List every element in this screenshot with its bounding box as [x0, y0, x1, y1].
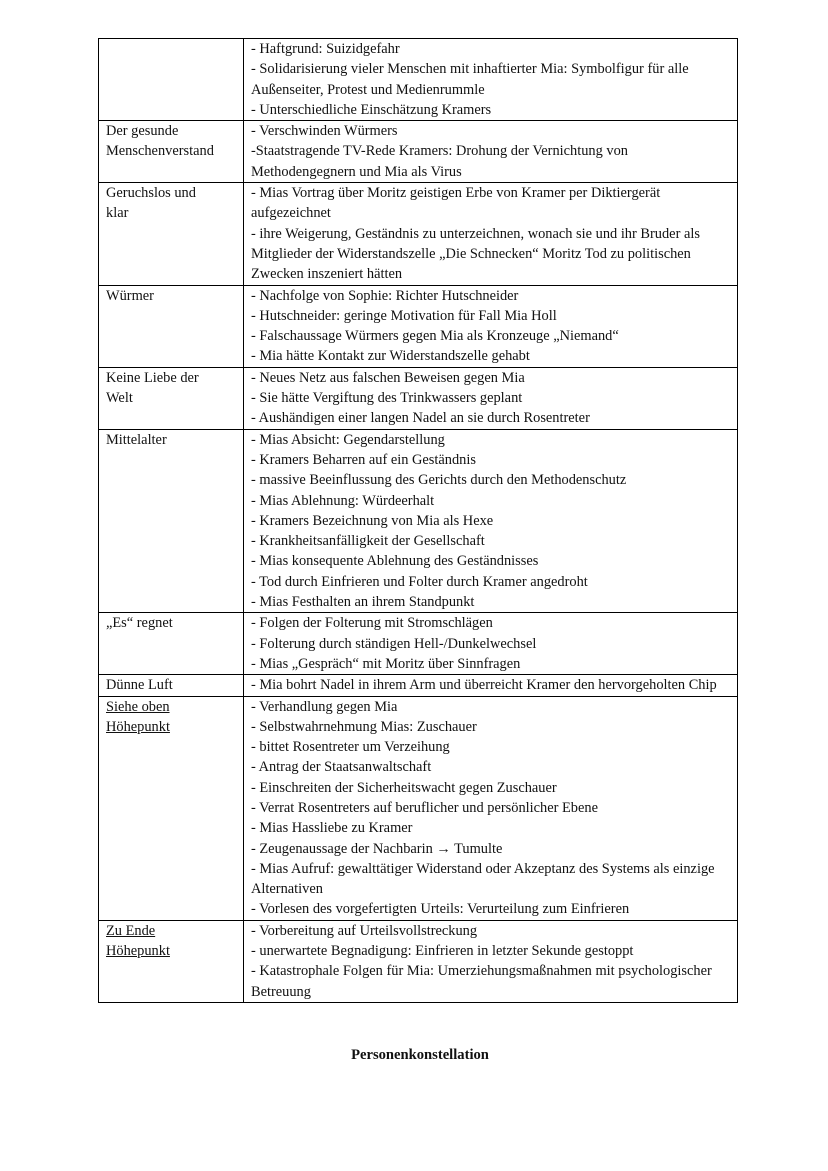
- table-row: [99, 920, 738, 1002]
- content-bullet: - Aushändigen einer langen Nadel an sie durch Rosentreter: [251, 410, 590, 427]
- table-row: [99, 675, 738, 696]
- chapter-title-cell: [99, 613, 244, 675]
- content-bullet: - Verrat Rosentreters auf beruflicher und persönlicher Ebene: [251, 799, 598, 816]
- chapter-content-cell: [244, 285, 738, 367]
- content-bullet: - Krankheitsanfälligkeit der Gesellschaft: [251, 533, 485, 550]
- content-bullet: - Mias Vortrag über Moritz geistigen Erbe von Kramer per Diktiergerät aufgezeichnet: [251, 185, 661, 222]
- content-bullet: - Mia bohrt Nadel in ihrem Arm und überreicht Kramer den hervorgeholten Chip: [251, 677, 717, 694]
- content-bullet: - Falschaussage Würmers gegen Mia als Kronzeuge „Niemand“: [251, 328, 619, 345]
- content-bullet: - Hutschneider: geringe Motivation für Fall Mia Holl: [251, 307, 557, 324]
- chapter-title-cell: [99, 367, 244, 429]
- chapter-content-cell: [244, 696, 738, 920]
- table-row: [99, 121, 738, 183]
- table-row: [99, 696, 738, 920]
- chapter-reference-link[interactable]: Zu Ende: [106, 922, 156, 939]
- chapter-title: Mittelalter: [106, 431, 167, 448]
- chapter-content-cell: [244, 121, 738, 183]
- chapter-content-cell: [244, 675, 738, 696]
- content-bullet: - Sie hätte Vergiftung des Trinkwassers geplant: [251, 390, 523, 407]
- content-bullet: - unerwartete Begnadigung: Einfrieren in letzter Sekunde gestoppt: [251, 943, 634, 960]
- content-bullet: - Mias Ablehnung: Würdeerhalt: [251, 492, 435, 509]
- chapter-content-cell: [244, 183, 738, 285]
- content-bullet: - Folgen der Folterung mit Stromschlägen: [251, 615, 493, 632]
- chapter-title: Geruchslos und: [106, 185, 196, 202]
- chapter-content-cell: [244, 429, 738, 613]
- content-bullet: - Mias Aufruf: gewalttätiger Widerstand oder Akzeptanz des Systems als einzige Alternativen: [251, 860, 715, 898]
- content-bullet: - Haftgrund: Suizidgefahr: [251, 41, 400, 57]
- chapter-title: Würmer: [106, 287, 154, 304]
- content-bullet: - Vorbereitung auf Urteilsvollstreckung: [251, 922, 478, 939]
- content-bullet: - Einschreiten der Sicherheitswacht gegen Zuschauer: [251, 779, 557, 796]
- chapter-title-cell: [99, 675, 244, 696]
- chapter-reference-link[interactable]: Höhepunkt: [106, 718, 170, 735]
- chapter-reference-link[interactable]: Höhepunkt: [106, 943, 170, 960]
- chapter-content-cell: [244, 367, 738, 429]
- content-bullet: - Nachfolge von Sophie: Richter Hutschneider: [251, 287, 519, 304]
- content-bullet: - Zeugenaussage der Nachbarin → Tumulte: [251, 840, 503, 857]
- content-bullet: -Staatstragende TV-Rede Kramers: Drohung der Vernichtung von Methodengegnern und Mia als Virus: [251, 143, 628, 180]
- chapter-title: Dünne Luft: [106, 677, 173, 694]
- chapter-title-cell: [99, 696, 244, 920]
- table-row: [99, 285, 738, 367]
- chapter-title: Menschenverstand: [106, 143, 214, 160]
- content-bullet: - Mias konsequente Ablehnung des Geständnisses: [251, 553, 539, 570]
- table-row: [99, 39, 738, 121]
- content-bullet: - Neues Netz aus falschen Beweisen gegen Mia: [251, 369, 525, 386]
- chapter-content-cell: [244, 613, 738, 675]
- content-bullet: - Mias Absicht: Gegendarstellung: [251, 431, 445, 448]
- chapter-title-cell: [99, 183, 244, 285]
- chapter-title-cell: [99, 285, 244, 367]
- table-row: [99, 429, 738, 613]
- chapter-title: Der gesunde: [106, 123, 179, 140]
- content-bullet: - Mia hätte Kontakt zur Widerstandszelle gehabt: [251, 348, 530, 365]
- chapter-content-cell: [244, 920, 738, 1002]
- chapter-title-cell: [99, 920, 244, 1002]
- chapter-title: Keine Liebe der: [106, 369, 199, 386]
- content-bullet: - Verschwinden Würmers: [251, 123, 398, 140]
- chapter-title: klar: [106, 205, 129, 222]
- content-bullet: - Folterung durch ständigen Hell-/Dunkelwechsel: [251, 635, 537, 652]
- content-bullet: - ihre Weigerung, Geständnis zu unterzeichnen, wonach sie und ihr Bruder als Mitglieder der Widerstandszelle „Die Schnecken“ Moritz Tod zu politischen Zwecken inszeniert hätten: [251, 225, 700, 283]
- content-bullet: - Solidarisierung vieler Menschen mit inhaftierter Mia: Symbolfigur für alle Außenseiter, Protest und Medienrummle: [251, 61, 689, 98]
- content-bullet: - Tod durch Einfrieren und Folter durch Kramer angedroht: [251, 573, 588, 590]
- chapter-content-cell: [244, 39, 738, 121]
- chapter-title-cell: [99, 39, 244, 121]
- chapter-title-cell: [99, 121, 244, 183]
- content-bullet: - Vorlesen des vorgefertigten Urteils: Verurteilung zum Einfrieren: [251, 901, 630, 918]
- content-bullet: - Mias Festhalten an ihrem Standpunkt: [251, 594, 475, 611]
- section-heading: Personenkonstellation: [351, 1047, 489, 1063]
- chapter-title: „Es“ regnet: [106, 615, 173, 632]
- content-bullet: - Selbstwahrnehmung Mias: Zuschauer: [251, 718, 477, 735]
- chapter-summary-table-body: [99, 39, 738, 1003]
- content-bullet: - Kramers Beharren auf ein Geständnis: [251, 451, 476, 468]
- table-row: [99, 367, 738, 429]
- content-bullet: - massive Beeinflussung des Gerichts durch den Methodenschutz: [251, 472, 627, 489]
- content-bullet: - Katastrophale Folgen für Mia: Umerziehungsmaßnahmen mit psychologischer Betreuung: [251, 963, 712, 1000]
- content-bullet: - Antrag der Staatsanwaltschaft: [251, 759, 432, 776]
- content-bullet: - Mias Hassliebe zu Kramer: [251, 820, 413, 837]
- content-bullet: - Verhandlung gegen Mia: [251, 698, 398, 715]
- content-bullet: - Unterschiedliche Einschätzung Kramers: [251, 101, 492, 118]
- chapter-title-cell: [99, 429, 244, 613]
- chapter-summary-table: [98, 38, 738, 1003]
- content-bullet: - bittet Rosentreter um Verzeihung: [251, 739, 450, 756]
- content-bullet: - Kramers Bezeichnung von Mia als Hexe: [251, 512, 494, 529]
- table-row: [99, 183, 738, 285]
- content-bullet: - Mias „Gespräch“ mit Moritz über Sinnfragen: [251, 655, 521, 672]
- table-row: [99, 613, 738, 675]
- chapter-title: Welt: [106, 390, 133, 407]
- chapter-reference-link[interactable]: Siehe oben: [106, 698, 170, 715]
